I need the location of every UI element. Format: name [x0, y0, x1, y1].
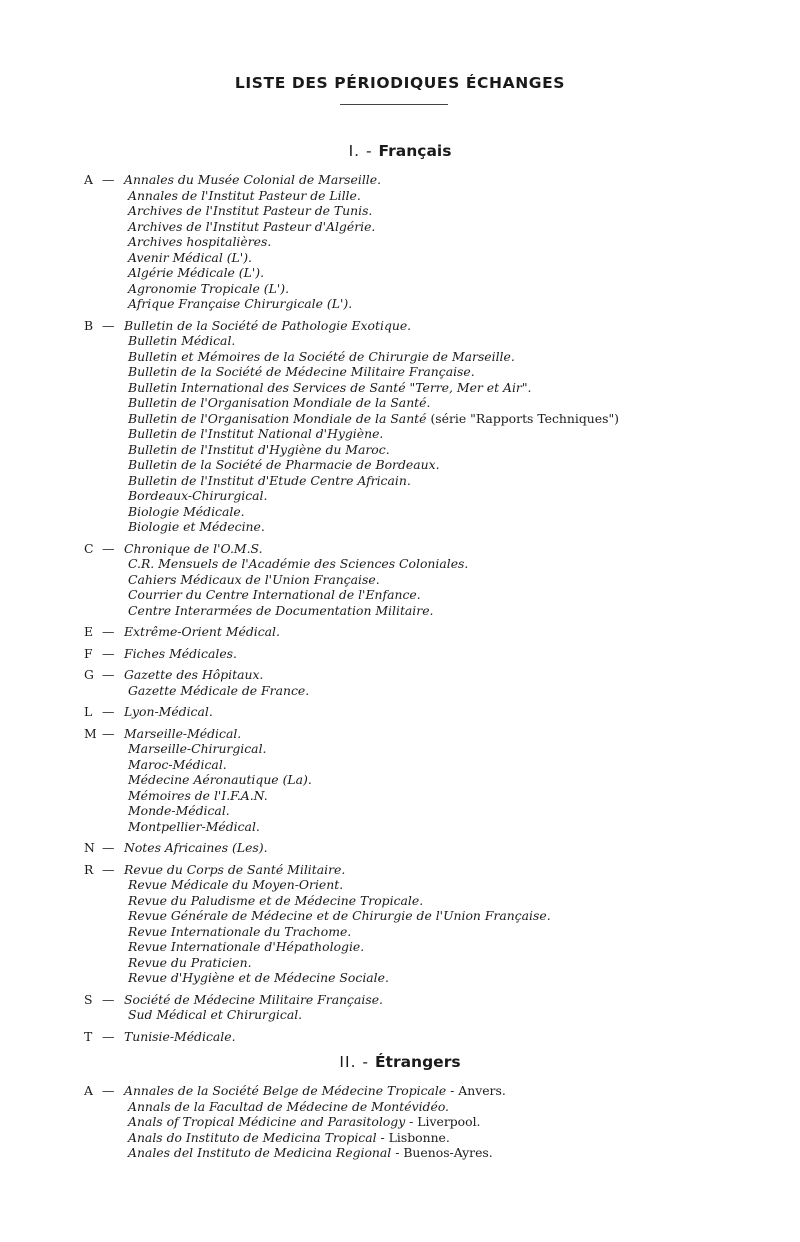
letter-group: [84, 1083, 794, 1161]
periodical-title: C.R. Mensuels de l'Académie des Sciences Coloniales.: [128, 556, 469, 571]
letter-group: [84, 318, 794, 535]
periodical-entry: [84, 395, 794, 411]
periodical-entry: [84, 364, 794, 380]
index-letter: N: [84, 840, 95, 855]
index-letter: L: [84, 704, 93, 719]
periodical-title: Revue du Corps de Santé Militaire.: [124, 861, 346, 877]
letter-group: [84, 862, 794, 986]
periodical-title: Annales de la Société Belge de Médecine Tropicale: [124, 1083, 447, 1098]
periodical-title: Extrême-Orient Médical.: [124, 624, 280, 639]
periodical-entry: [84, 667, 794, 683]
periodical-entry: [84, 819, 794, 835]
page-title: LISTE DES PÉRIODIQUES ÉCHANGES: [234, 74, 566, 92]
periodical-entry: [84, 333, 794, 349]
periodical-entry: [84, 541, 794, 557]
periodical-title: Revue du Paludisme et de Médecine Tropicale.: [128, 892, 424, 908]
periodical-entry: [84, 296, 794, 312]
periodical-entry: [84, 757, 794, 773]
section-number: I. -: [348, 142, 379, 160]
index-letter: A: [84, 1083, 93, 1098]
periodical-title: Montpellier-Médical.: [128, 818, 260, 834]
em-dash: —: [102, 1028, 115, 1044]
periodical-title: Gazette Médicale de France.: [128, 682, 310, 698]
periodical-entry: [84, 556, 794, 572]
periodical-title: Bulletin de la Société de Médecine Militaire Française.: [128, 364, 475, 379]
periodical-title: Chronique de l'O.M.S.: [124, 540, 263, 556]
periodical-entry: [84, 924, 794, 940]
em-dash: —: [102, 645, 115, 661]
periodical-entry: [84, 572, 794, 588]
periodical-title: Archives de l'Institut Pasteur d'Algérie.: [128, 218, 376, 234]
periodical-title: Sud Médical et Chirurgical.: [128, 1007, 303, 1022]
periodical-title: Marseille-Médical.: [124, 725, 242, 741]
periodical-title: Bulletin de l'Institut National d'Hygiène.: [128, 426, 384, 441]
periodical-entry: [84, 624, 794, 640]
section-heading: [0, 142, 800, 160]
periodical-title: Anals of Tropical Médicine and Parasitology: [128, 1114, 406, 1129]
periodical-entry: [84, 939, 794, 955]
em-dash: —: [102, 704, 115, 719]
em-dash: —: [102, 667, 115, 682]
periodical-entry: [84, 504, 794, 520]
periodical-entry: [84, 349, 794, 365]
letter-group: [84, 624, 794, 640]
periodical-entry: [84, 519, 794, 535]
periodical-title: Tunisie-Médicale.: [124, 1028, 236, 1044]
periodical-title: Anals do Instituto de Medicina Tropical: [128, 1129, 377, 1145]
periodical-entry: [84, 741, 794, 757]
periodical-entry: [84, 893, 794, 909]
periodical-place: - Buenos-Ayres.: [391, 1145, 493, 1160]
periodical-entry: [84, 726, 794, 742]
periodical-entry: [84, 1007, 794, 1023]
periodical-title: Biologie Médicale.: [128, 503, 245, 519]
periodical-entry: [84, 772, 794, 788]
periodical-entry: [84, 457, 794, 473]
periodical-entry: [84, 646, 794, 662]
periodical-entry: [84, 970, 794, 986]
periodical-entry: [84, 411, 794, 427]
periodical-entry: [84, 862, 794, 878]
periodical-entry: [84, 265, 794, 281]
em-dash: —: [102, 991, 115, 1007]
em-dash: —: [102, 624, 115, 639]
section-heading: [0, 1053, 800, 1071]
periodical-title: Fiches Médicales.: [124, 645, 237, 661]
periodical-title: Bulletin Médical.: [128, 333, 236, 348]
periodical-title: Centre Interarmées de Documentation Militaire.: [128, 602, 434, 618]
section-number: II. -: [339, 1053, 375, 1071]
periodical-title: Revue Générale de Médecine et de Chirurgie de l'Union Française.: [128, 908, 551, 923]
em-dash: —: [102, 725, 115, 741]
letter-group: [84, 541, 794, 619]
periodical-title: Archives de l'Institut Pasteur de Tunis.: [128, 203, 373, 218]
periodical-entry: [84, 603, 794, 619]
periodical-title: Revue Internationale d'Hépathologie.: [128, 939, 365, 954]
periodical-entry: [84, 426, 794, 442]
periodical-title: Gazette des Hôpitaux.: [124, 667, 264, 682]
letter-group: [84, 172, 794, 312]
em-dash: —: [102, 840, 115, 855]
title-divider: [340, 104, 448, 105]
periodical-title: Bulletin de l'Organisation Mondiale de la Santé.: [128, 395, 431, 410]
periodical-title: Cahiers Médicaux de l'Union Française.: [128, 571, 380, 587]
letter-group: [84, 840, 794, 856]
periodical-entry: [84, 908, 794, 924]
periodical-entry: [84, 318, 794, 334]
periodical-title: Bulletin de la Société de Pharmacie de Bordeaux.: [128, 457, 440, 472]
periodical-title: Marseille-Chirurgical.: [128, 741, 267, 756]
index-letter: R: [84, 861, 94, 877]
em-dash: —: [102, 317, 115, 333]
periodical-title: Annales du Musée Colonial de Marseille.: [124, 172, 382, 187]
periodical-title: Notes Africaines (Les).: [124, 840, 268, 855]
index-letter: C: [84, 540, 94, 556]
index-letter: E: [84, 624, 94, 639]
periodical-entry: [84, 203, 794, 219]
periodical-title: Bulletin et Mémoires de la Société de Chirurgie de Marseille.: [128, 348, 515, 364]
periodical-title: Annals de la Facultad de Médecine de Montévidéo.: [128, 1098, 450, 1114]
periodical-place: - Liverpool.: [405, 1114, 481, 1129]
periodical-title: Algérie Médicale (L').: [128, 265, 265, 280]
periodical-place: (série "Rapports Techniques"): [426, 410, 619, 426]
letter-group: [84, 667, 794, 698]
periodical-entry: [84, 788, 794, 804]
periodical-place: - Lisbonne.: [376, 1129, 450, 1145]
periodical-title: Bulletin de l'Organisation Mondiale de la Santé: [128, 410, 427, 426]
section-name: Français: [378, 142, 452, 160]
periodical-entry: [84, 704, 794, 720]
periodical-title: Revue Médicale du Moyen-Orient.: [128, 877, 344, 892]
periodical-title: Mémoires de l'I.F.A.N.: [128, 787, 268, 803]
periodical-title: Annales de l'Institut Pasteur de Lille.: [128, 187, 361, 203]
periodical-entry: [84, 219, 794, 235]
letter-group: [84, 646, 794, 662]
em-dash: —: [102, 540, 115, 556]
letter-group: [84, 1029, 794, 1045]
periodical-entry: [84, 281, 794, 297]
periodical-entry: [84, 877, 794, 893]
letter-group: [84, 726, 794, 835]
periodical-title: Revue du Praticien.: [128, 954, 252, 970]
index-letter: G: [84, 667, 94, 682]
periodical-title: Lyon-Médical.: [124, 704, 213, 719]
index-letter: F: [84, 645, 93, 661]
periodical-title: Bulletin International des Services de Santé "Terre, Mer et Air".: [128, 379, 532, 395]
periodical-entry: [84, 1114, 794, 1130]
periodical-title: Anales del Instituto de Medicina Regional: [128, 1145, 392, 1160]
periodical-entry: [84, 587, 794, 603]
periodical-entry: [84, 172, 794, 188]
em-dash: —: [102, 1083, 115, 1098]
periodical-title: Archives hospitalières.: [128, 234, 272, 249]
index-letter: A: [84, 172, 93, 187]
em-dash: —: [102, 861, 115, 877]
periodical-entry: [84, 442, 794, 458]
section-name: Étrangers: [374, 1053, 461, 1071]
index-letter: T: [84, 1028, 93, 1044]
index-letter: M: [84, 725, 97, 741]
index-letter: S: [84, 991, 93, 1007]
letter-group: [84, 992, 794, 1023]
periodical-title: Bulletin de l'Institut d'Etude Centre Africain.: [128, 472, 411, 488]
periodical-entry: [84, 803, 794, 819]
periodical-entry: [84, 1145, 794, 1161]
periodical-title: Bulletin de l'Institut d'Hygiène du Maroc.: [128, 441, 390, 457]
periodical-title: Biologie et Médecine.: [128, 519, 265, 534]
index-letter: B: [84, 317, 94, 333]
periodical-entry: [84, 188, 794, 204]
periodical-title: Avenir Médical (L').: [128, 249, 252, 265]
periodical-title: Société de Médecine Militaire Française.: [124, 991, 383, 1007]
periodical-entry: [84, 250, 794, 266]
periodical-title: Revue d'Hygiène et de Médecine Sociale.: [128, 970, 389, 985]
periodical-entry: [84, 1099, 794, 1115]
periodical-entry: [84, 955, 794, 971]
periodical-entry: [84, 473, 794, 489]
periodical-entry: [84, 1130, 794, 1146]
periodical-entry: [84, 488, 794, 504]
periodical-entry: [84, 234, 794, 250]
em-dash: —: [102, 172, 115, 187]
letter-group: [84, 704, 794, 720]
periodical-title: Monde-Médical.: [128, 803, 230, 818]
periodical-place: - Anvers.: [446, 1083, 506, 1098]
periodical-entry: [84, 1083, 794, 1099]
periodical-title: Médecine Aéronautique (La).: [128, 772, 312, 787]
periodical-title: Maroc-Médical.: [128, 756, 227, 772]
periodical-title: Agronomie Tropicale (L').: [128, 280, 290, 296]
periodical-title: Bordeaux-Chirurgical.: [128, 488, 268, 503]
periodical-entry: [84, 380, 794, 396]
periodical-title: Afrique Française Chirurgicale (L').: [128, 296, 353, 311]
periodical-entry: [84, 683, 794, 699]
periodical-title: Courrier du Centre International de l'Enfance.: [128, 587, 421, 602]
periodical-entry: [84, 992, 794, 1008]
periodical-entry: [84, 840, 794, 856]
periodical-title: Bulletin de la Société de Pathologie Exotique.: [124, 317, 412, 333]
periodical-title: Revue Internationale du Trachome.: [128, 923, 352, 939]
periodical-entry: [84, 1029, 794, 1045]
